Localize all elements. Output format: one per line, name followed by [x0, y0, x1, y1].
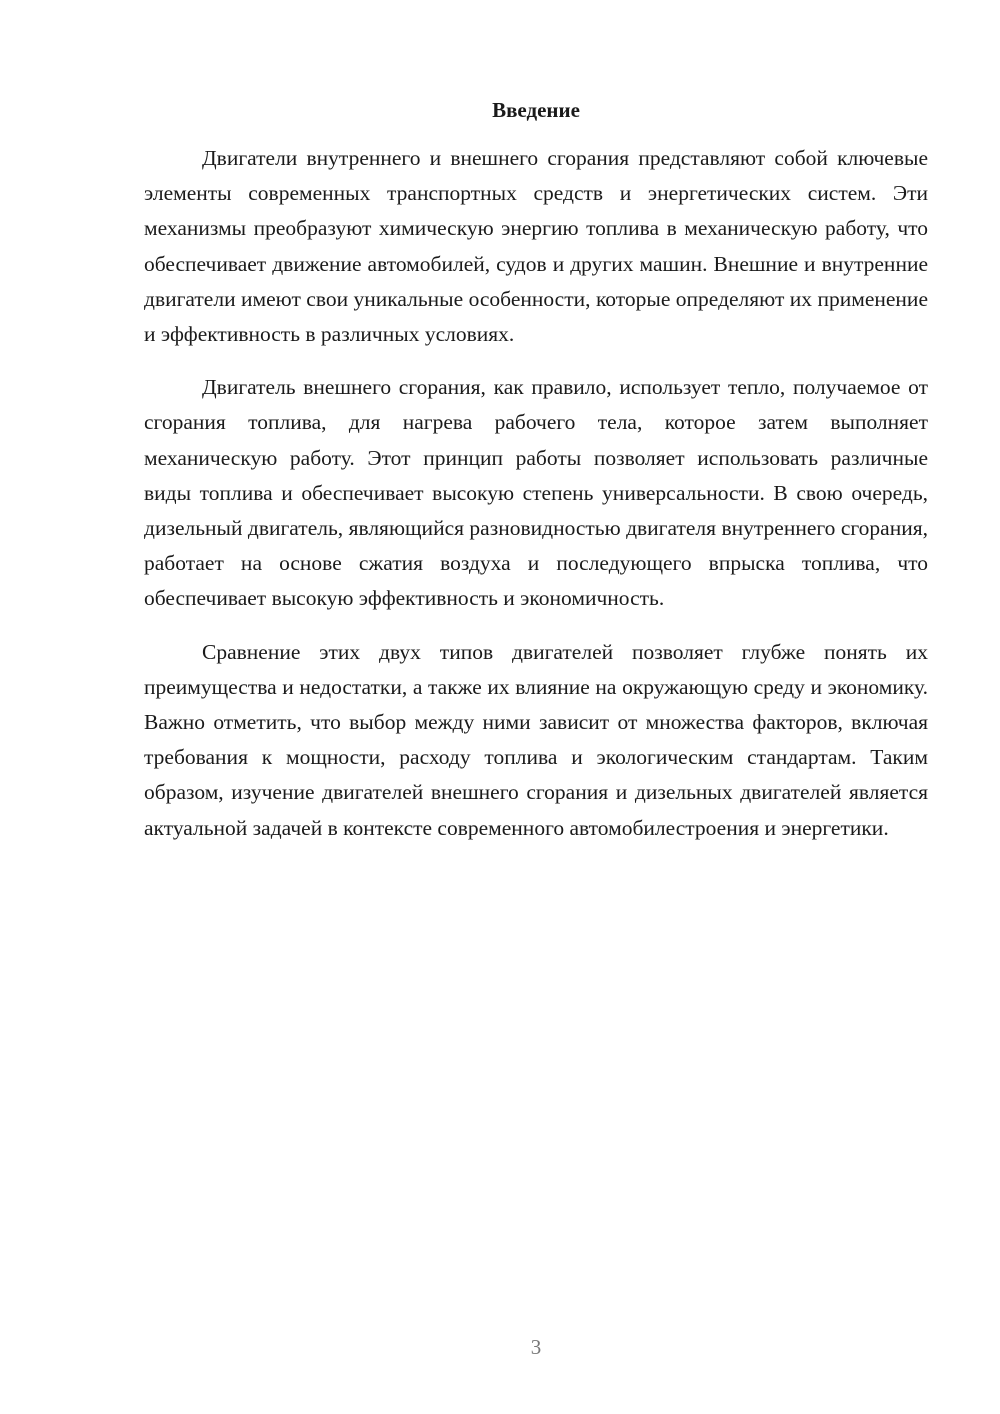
paragraph-1: Двигатели внутреннего и внешнего сгорания представляют собой ключевые элементы современных транспортных средств и энергетических систем. Эти механизмы преобразуют химическую энергию топлива в механическую работу, что обеспечивает движение автомобилей, судов и других машин. Внешние и внутренние двигатели имеют свои уникальные особенности, которые определяют их применение и эффективность в различных условиях.	[144, 146, 928, 347]
page-number: 3	[530, 1335, 542, 1359]
paragraph-3: Сравнение этих двух типов двигателей позволяет глубже понять их преимущества и недостатки, а также их влияние на окружающую среду и экономику. Важно отметить, что выбор между ними зависит от множества факторов, включая требования к мощности, расходу топлива и экологическим стандартам. Таким образом, изучение двигателей внешнего сгорания и дизельных двигателей является актуальной задачей в контексте современного автомобилестроения и энергетики.	[144, 639, 928, 840]
page-title: Введение	[492, 98, 580, 122]
paragraph-2: Двигатель внешнего сгорания, как правило, использует тепло, получаемое от сгорания топлива, для нагрева рабочего тела, которое затем выполняет механическую работу. Этот принцип работы позволяет использовать различные виды топлива и обеспечивает высокую степень универсальности. В свою очередь, дизельный двигатель, являющийся разновидностью двигателя внутреннего сгорания, работает на основе сжатия воздуха и последующего впрыска топлива, что обеспечивает высокую эффективность и экономичность.	[144, 375, 928, 611]
document-body	[144, 141, 928, 846]
